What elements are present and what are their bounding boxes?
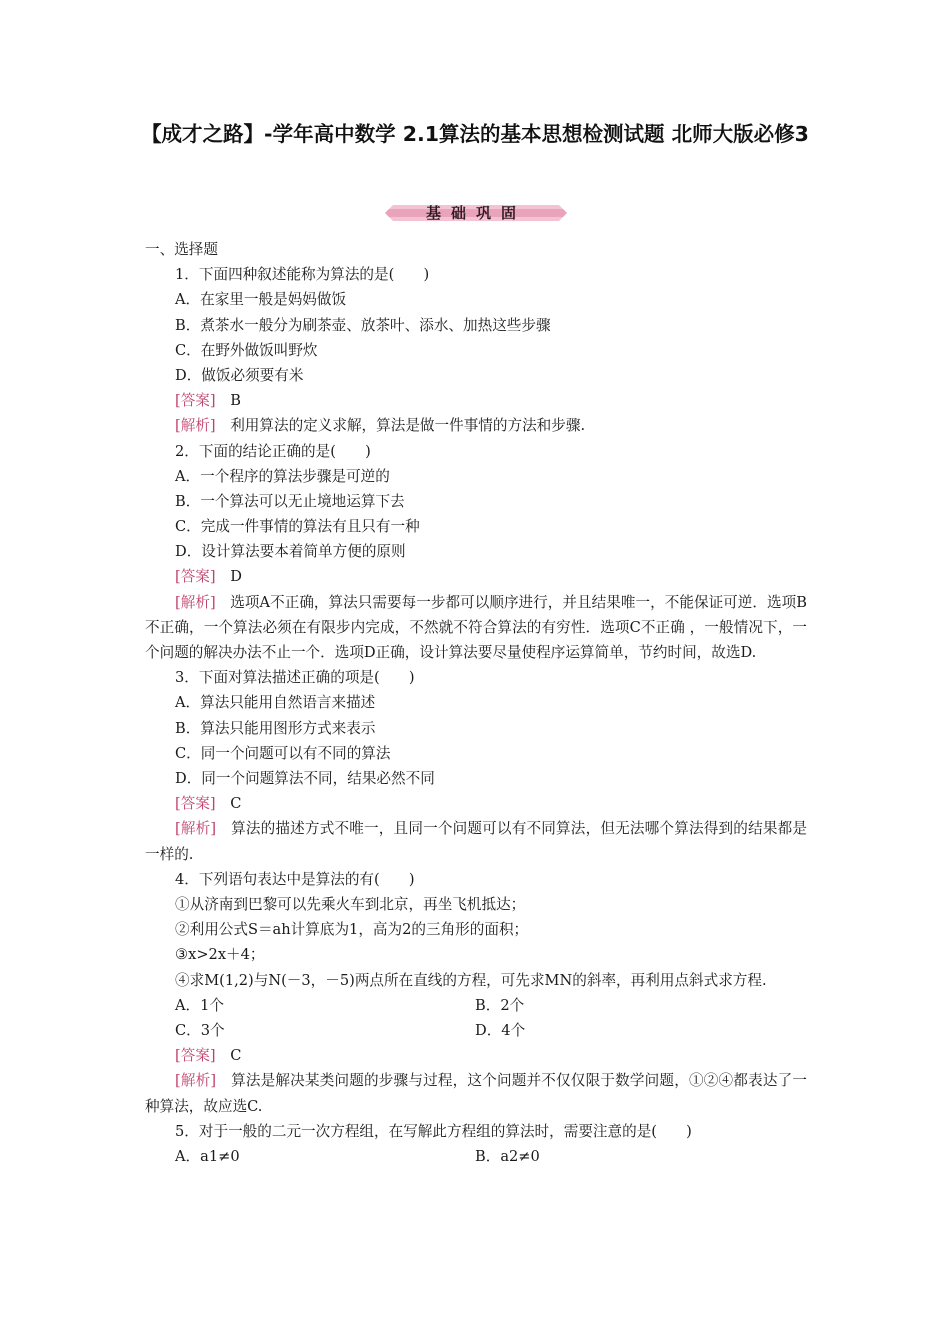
question-4-stem: 4．下列语句表达中是算法的有( ) bbox=[175, 870, 415, 888]
answer-tag: [答案] bbox=[175, 392, 216, 410]
q3-option-d: D．同一个问题算法不同，结果必然不同 bbox=[175, 770, 435, 787]
q4-item-4: ④求M(1,2)与N(－3，－5)两点所在直线的方程，可先求MN的斜率，再利用点斜式求方程. bbox=[175, 971, 767, 989]
question-3-stem: 3．下面对算法描述正确的项是( ) bbox=[175, 669, 415, 687]
q4-option-b: B．2个 bbox=[475, 996, 525, 1014]
q5-option-a: A．a1≠0 bbox=[175, 1147, 240, 1165]
question-5-stem: 5．对于一般的二元一次方程组，在写解此方程组的算法时，需要注意的是( ) bbox=[175, 1122, 692, 1140]
answer-value: D bbox=[230, 568, 242, 586]
document-body bbox=[145, 237, 807, 1169]
analysis-text: 算法的描述方式不唯一，且同一个问题可以有不同算法，但无法哪个算法得到的结果都是一样的. bbox=[145, 820, 807, 863]
question-2-stem: 2．下面的结论正确的是( ) bbox=[175, 442, 371, 460]
answer-tag: [答案] bbox=[175, 568, 216, 586]
q1-option-b: B．煮茶水一般分为刷茶壶、放茶叶、添水、加热这些步骤 bbox=[175, 316, 551, 334]
q4-analysis bbox=[145, 1068, 807, 1118]
q2-option-a: A．一个程序的算法步骤是可逆的 bbox=[175, 467, 390, 485]
q4-item-3: ③x>2x＋4； bbox=[175, 946, 265, 964]
q4-item-2: ②利用公式S＝ah计算底为1，高为2的三角形的面积； bbox=[175, 921, 529, 939]
q2-option-d: D．设计算法要本着简单方便的原则 bbox=[175, 543, 406, 561]
q4-item-1: ①从济南到巴黎可以先乘火车到北京，再坐飞机抵达； bbox=[175, 895, 526, 913]
answer-value: C bbox=[230, 795, 242, 813]
q4-options-row-2 bbox=[145, 1018, 807, 1043]
answer-value: B bbox=[230, 392, 241, 410]
analysis-text: 算法是解决某类问题的步骤与过程，这个问题并不仅仅限于数学问题，①②④都表达了一种算法，故应选C. bbox=[145, 1072, 807, 1115]
q3-answer bbox=[145, 791, 807, 816]
q4-option-a: A．1个 bbox=[175, 996, 225, 1014]
q1-answer bbox=[145, 388, 807, 413]
analysis-tag: [解析] bbox=[175, 820, 217, 838]
q2-option-b: B．一个算法可以无止境地运算下去 bbox=[175, 492, 405, 510]
analysis-text: 选项A不正确，算法只需要每一步都可以顺序进行，并且结果唯一，不能保证可逆．选项B不正确，一个算法必须在有限步内完成，不然就不符合算法的有穷性．选项C不正确 ，一般情况下，一个问题的解决办法不止一个．选项D正确，设计算法要尽量使程序运算简单，节约时间，故选D. bbox=[145, 593, 807, 662]
section-heading: 一、选择题 bbox=[145, 241, 218, 258]
banner-label: 基础巩固 bbox=[425, 204, 526, 222]
document-title: 【成才之路】-学年高中数学 2.1算法的基本思想检测试题 北师大版必修3 bbox=[141, 122, 809, 146]
q3-option-b: B．算法只能用图形方式来表示 bbox=[175, 719, 376, 737]
q5-option-b: B．a2≠0 bbox=[475, 1147, 540, 1165]
q3-option-c: C．同一个问题可以有不同的算法 bbox=[175, 744, 391, 762]
answer-value: C bbox=[230, 1047, 242, 1065]
q1-option-a: A．在家里一般是妈妈做饭 bbox=[175, 291, 347, 309]
q4-option-d: D．4个 bbox=[475, 1021, 526, 1039]
analysis-tag: [解析] bbox=[175, 593, 216, 611]
q3-analysis bbox=[145, 816, 807, 866]
q1-analysis bbox=[145, 413, 807, 438]
q2-answer bbox=[145, 564, 807, 589]
q4-options-row-1 bbox=[145, 993, 807, 1018]
q2-option-c: C．完成一件事情的算法有且只有一种 bbox=[175, 518, 420, 536]
q1-option-d: D．做饭必须要有米 bbox=[175, 366, 304, 384]
analysis-tag: [解析] bbox=[175, 417, 216, 435]
q4-option-c: C．3个 bbox=[175, 1021, 225, 1039]
q1-option-c: C．在野外做饭叫野炊 bbox=[175, 341, 318, 359]
section-banner bbox=[385, 200, 567, 226]
q3-option-a: A．算法只能用自然语言来描述 bbox=[175, 694, 376, 712]
answer-tag: [答案] bbox=[175, 795, 216, 813]
analysis-tag: [解析] bbox=[175, 1072, 217, 1090]
question-1-stem: 1．下面四种叙述能称为算法的是( ) bbox=[175, 266, 430, 284]
q2-analysis bbox=[145, 590, 807, 666]
q5-options-row-1 bbox=[145, 1144, 807, 1169]
answer-tag: [答案] bbox=[175, 1047, 216, 1065]
analysis-text: 利用算法的定义求解，算法是做一件事情的方法和步骤. bbox=[230, 417, 586, 435]
q4-answer bbox=[145, 1043, 807, 1068]
